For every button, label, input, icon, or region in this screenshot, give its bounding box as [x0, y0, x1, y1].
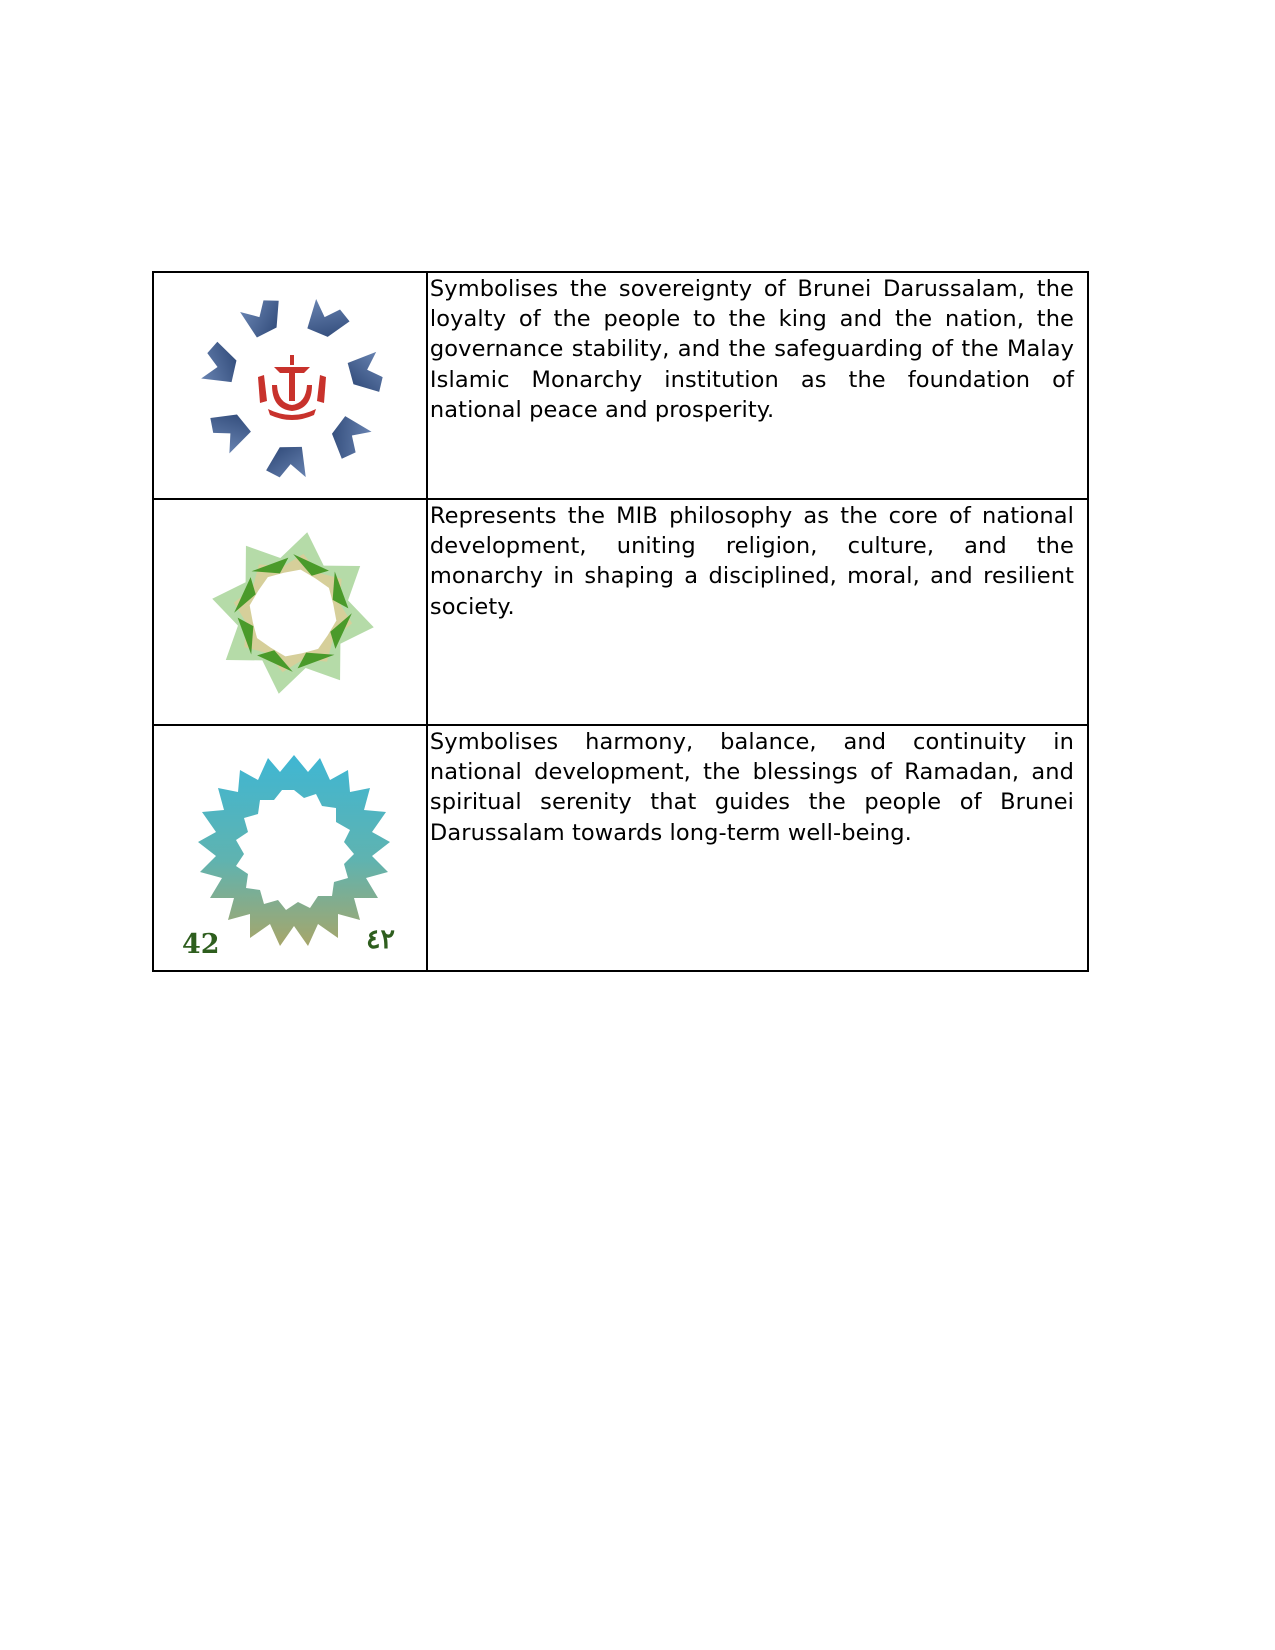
table-row — [153, 272, 1088, 499]
description-cell: Symbolises the sovereignty of Brunei Darussalam, the loyalty of the people to the king and the nation, the governance stability, and the safeguarding of the Malay Islamic Monarchy institution as the foundation of national peace and prosperity. — [427, 272, 1088, 499]
label-42: 42 — [182, 929, 220, 960]
harmony-ring-icon — [194, 750, 394, 950]
logo-cell — [153, 725, 427, 971]
symbol-table — [152, 271, 1089, 972]
description-cell: Represents the MIB philosophy as the core of national development, uniting religion, culture, and the monarchy in shaping a disciplined, moral, and resilient society. — [427, 499, 1088, 725]
crest-icon — [258, 355, 326, 420]
sovereignty-emblem-logo — [182, 285, 402, 490]
label-42-arabic: ٤٢ — [366, 924, 396, 955]
table-row — [153, 725, 1088, 971]
logo-cell — [153, 499, 427, 725]
mib-star-logo — [204, 528, 382, 698]
description-cell: Symbolises harmony, balance, and continuity in national development, the blessings of Ramadan, and spiritual serenity that guides the people of Brunei Darussalam towards long-term well-being. — [427, 725, 1088, 971]
logo-cell — [153, 272, 427, 499]
table-row — [153, 499, 1088, 725]
